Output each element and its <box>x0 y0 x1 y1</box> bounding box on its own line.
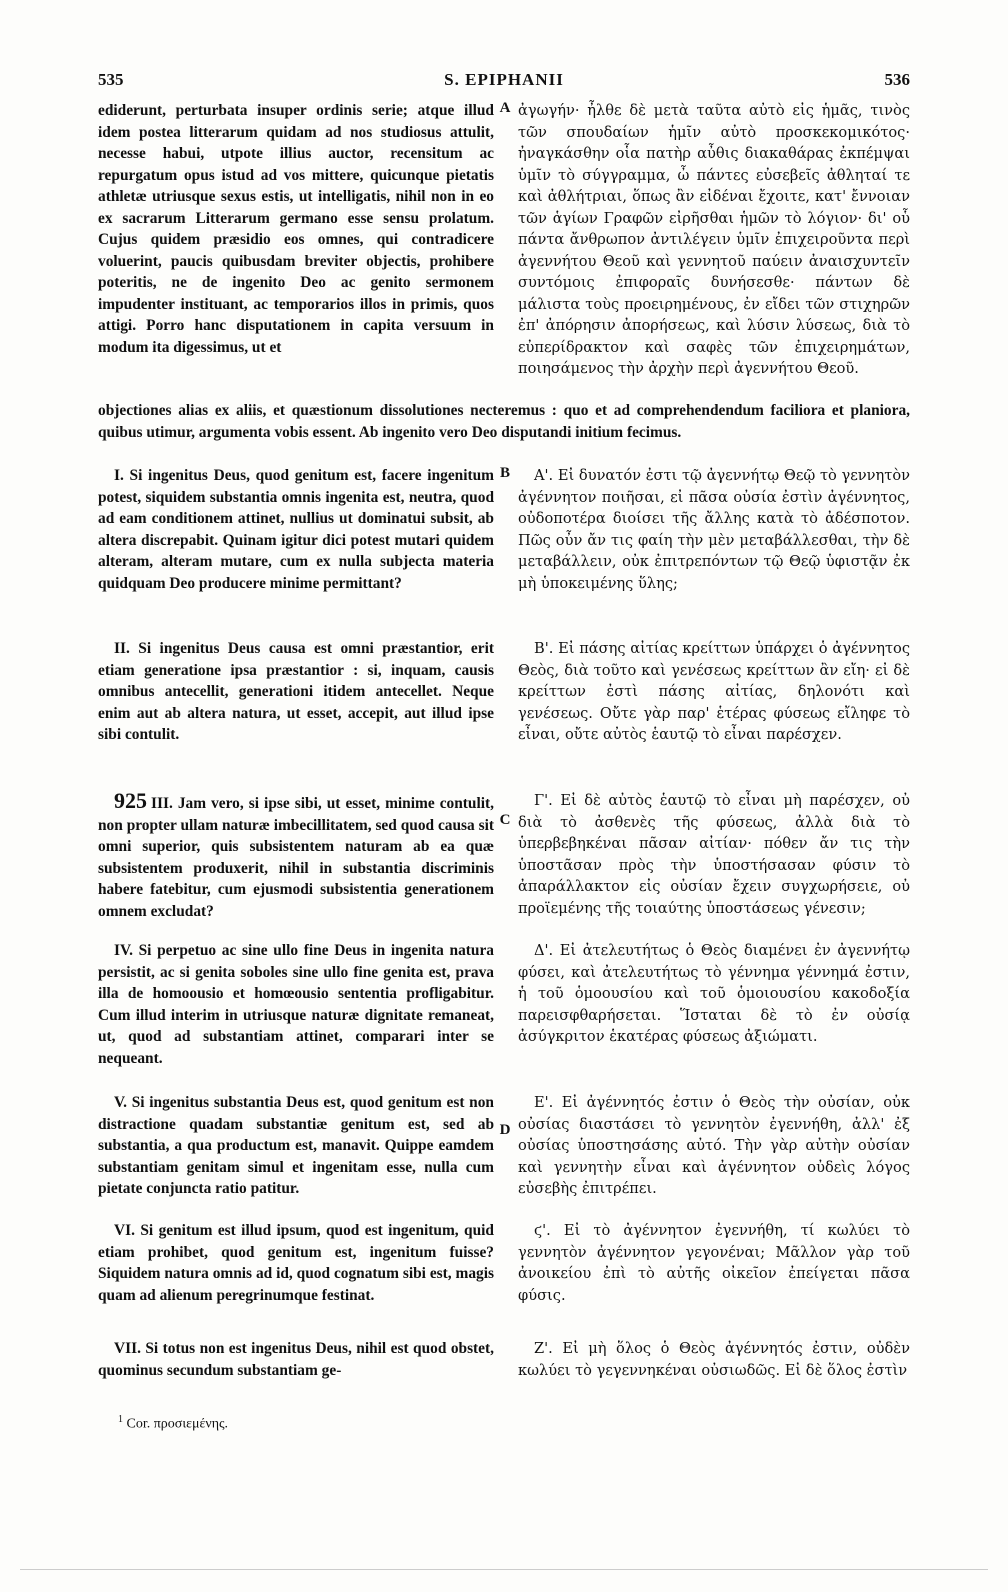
section-7-greek: Ζ'. Εἰ μὴ ὅλος ὁ Θεὸς ἀγέννητός ἐστιν, οὐδὲν κωλύει τὸ γεγεννηκέναι οὐσιωδῶς. Εἰ δὲ ὅλος ἐστὶν <box>518 1340 910 1379</box>
intro-continuation: objectiones alias ex aliis, et quæstionum dissolutiones necteremus : quo et ad comprehendendum faciliora et planiora, quibus utimur, argumenta vobis essent. Ab ingenito vero Deo disputandi initium fecimus. <box>98 402 910 441</box>
footnote-text: Cor. προσιεμένης. <box>126 1416 229 1432</box>
footnote-mark: 1 <box>118 1414 123 1425</box>
section-marker: C <box>499 812 511 828</box>
section-marker: D <box>499 1122 511 1138</box>
intro-block <box>98 100 910 402</box>
section-2-latin: II. Si ingenitus Deus causa est omni præstantior, erit etiam generatione ipsa præstantior : si, inquam, causis omnibus antecellit, generationi itidem antecellet. Neque enim aut ab altera natura, ut esset, accepit, aut illud ipse sibi contulit. <box>98 640 494 743</box>
intro-greek: ἀγωγήν· ἦλθε δὲ μετὰ ταῦτα αὐτὸ εἰς ἡμᾶς, τινὸς τῶν σπουδαίων ἡμῖν αὐτὸ προσκεκομικότος· ἠναγκάσθην οἷα πατὴρ αὖθις διακαθάρας ἐκπέμψαι ὑμῖν τὸ σύγγραμμα, ὦ πάντες εὐσεβεῖς ἀθληταί τε καὶ ἀθλήτριαι, ὅπως ἂν εἰδέναι ἔχοιτε, κατ' ἔννοιαν τῶν ἁγίων Γραφῶν εἰρῆσθαι ἡμῶν τὸ λόγιον· δι' οὗ πάντα ἄνθρωπον ἀντιλέγειν ὑμῖν ἐπιχειροῦντα περὶ ἀγεννήτου Θεοῦ καὶ γεννητοῦ παύειν ἀναισχυντεῖν συντόμοις ἐπιφοραῖς δυνήσεσθε· πάντων δὲ μάλιστα τοὺς προειρημένους, ἐν εἴδει τῶν στιχηρῶν ἐπ' ἀπόρησιν ἀπορήσεως, καὶ λύσιν λύσεως, διὰ τὸ εὐπερίδρακτον καὶ σαφὲς τῶν ἐπιχειρημάτων, ποιησάμενος τὴν ἀρχὴν περὶ ἀγεννήτου Θεοῦ. <box>518 102 910 377</box>
section-1-latin: I. Si ingenitus Deus, quod genitum est, facere ingenitum potest, siquidem substantia omnis ingenita est, neutra, quod ad eam conditionem attinet, nullius ut dominatui subsit, ab altera discrepabit. Quinam igitur dici potest mutari quidem alteram, alteram mutare, cum ex nulla subjecta materia quidquam Deo producere minime permittant? <box>98 467 494 592</box>
section-3-greek: Γ'. Εἰ δὲ αὐτὸς ἑαυτῷ τὸ εἶναι μὴ παρέσχεν, οὐ διὰ τὸ ἀσθενὲς τῆς φύσεως, ἀλλὰ διὰ τὸ ὑπερβεβηκέναι πᾶσαν αἰτίαν· πόθεν ἄν τις τὴν ὑποστᾶσαν πρὸς τὴν ὑποστήσασαν φύσιν τὸ ἀπαράλλακτον εἰς οὐσίαν ἔχειν συγχωρήσειε, οὐ προϊεμένης τῆς τοιαύτης ὑποστάσεως γένεσιν; <box>518 792 910 917</box>
intro-latin: ediderunt, perturbata insuper ordinis serie; atque illud idem postea litterarum quidam ad nos studiosus attulit, necesse habui, utpote illius auctor, recensitum ac repurgatum opus istud ad vos mittere, quicunque pietatis athletæ utriusque sexus estis, ut intelligatis, nihil non in eo ex sacrarum Litterarum germano esse sensu prolatum. Cujus quidem præsidio eos omnes, qui contradicere voluerint, paucis quibusdam breviter objectis, prohibere poteritis, ne de ingenito Deo ac genito sermonem impudenter instituant, ac temporarios illos in primis, quos attigi. Porro hanc disputationem in capita versuum in modum ita digessimus, ut et <box>98 102 494 356</box>
section-2-greek: Β'. Εἰ πάσης αἰτίας κρείττων ὑπάρχει ὁ ἀγέννητος Θεὸς, διὰ τοῦτο καὶ γενέσεως κρείττων ἂν εἴη· εἰ δὲ κρείττων ἐστὶ πάσης αἰτίας, δηλονότι καὶ γενέσεως. Οὔτε γὰρ παρ' ἑτέρας φύσεως εἴληφε τὸ εἶναι, οὔτε αὐτὸς ἑαυτῷ τὸ εἶναι παρέσχεν. <box>518 640 910 743</box>
section-7-latin: VII. Si totus non est ingenitus Deus, nihil est quod obstet, quominus secundum substantiam ge- <box>98 1340 494 1379</box>
page-header <box>98 70 910 96</box>
section-4-greek: Δ'. Εἰ ἀτελευτήτως ὁ Θεὸς διαμένει ἐν ἀγεννήτῳ φύσει, καὶ ἀτελευτήτως τὸ γέννημα γέννημά ἐστιν, ἡ τοῦ ὁμοουσίου καὶ τοῦ ὁμοιουσίου κακοδοξία παρεισφθαρήσεται. Ἵσταται δὲ τὸ ἐν οὐσίᾳ ἀσύγκριτον ἑκατέρας φύσεως ἀξιώματι. <box>518 942 910 1045</box>
section-4-latin: IV. Si perpetuo ac sine ullo fine Deus in ingenita natura persistit, ac si genita soboles sine ullo fine genita est, prava illa de homoousio et homœousio sententia profligabitur. Cum illud interim in utriusque naturæ dignitate remaneat, ut, quod ad substantiam attinet, comparari inter se nequeant. <box>98 942 494 1067</box>
page-number-left: 535 <box>98 70 124 89</box>
section-3-latin: 925 III. Jam vero, si ipse sibi, ut esset, minime contulit, non propter ullam naturæ imbecillitatem, sed quod causa sit omni superior, quis subsistentem naturam ab ea quæ subsistentem produxerit, nihil in substantia discriminis habere fatebitur, cum ejusmodi subsistentia generationem omnem excludat? <box>98 788 494 920</box>
section-marker: A <box>499 100 511 116</box>
column-number: 925 <box>114 788 147 813</box>
section-5-latin: V. Si ingenitus substantia Deus est, quod genitum est non distractione quadam substantiæ genitum est, sed ab substantia, a qua productum est, manavit. Quippe eamdem substantiam genitam simul et ingenitam esse, nulla cum pietate conjuncta ratio patitur. <box>98 1094 494 1197</box>
section-1-greek: Α'. Εἰ δυνατόν ἐστι τῷ ἀγεννήτῳ Θεῷ τὸ γεννητὸν ἀγέννητον ποιῆσαι, εἰ πᾶσα οὐσία ἐστὶν ἀγέννητος, οὐδοποτέρα διοίσει τῆς ἄλλης κατὰ τὸ ἀδέσποτον. Πῶς οὖν ἄν τις φαίη τὴν μὲν μεταβάλλεσθαι, τὴν δὲ μεταβάλλειν, οὐκ ἐπιτρεπόντων τῷ Θεῷ ὑφιστᾷν ἐκ μὴ ὑποκειμένης ὕλης; <box>518 467 910 592</box>
page-bottom-rule <box>20 1569 988 1570</box>
footnote <box>118 1414 228 1433</box>
section-6-greek: ϛ'. Εἰ τὸ ἀγέννητον ἐγεννήθη, τί κωλύει τὸ γεννητὸν ἀγέννητον γεγονέναι; Μᾶλλον γὰρ τοῦ ἀνοικείου ἐπὶ τὸ αὐτῆς οἰκεῖον ἐπείγεται πᾶσα φύσις. <box>518 1222 910 1304</box>
section-5-greek: Ε'. Εἰ ἀγέννητός ἐστιν ὁ Θεὸς τὴν οὐσίαν, οὐκ οὐσίας διαστάσει τὸ γεννητὸν ἐγεννήθη, ἀλλ' ἐξ οὐσίας ὑποστησάσης αὐτό. Τὴν γὰρ αὐτὴν οὐσίαν καὶ γεννητὴν εἶναι καὶ ἀγέννητον οὐδεὶς λόγος εὐσεβὴς ἐπιτρέπει. <box>518 1094 910 1197</box>
section-marker: B <box>499 465 510 481</box>
section-6-latin: VI. Si genitum est illud ipsum, quod est ingenitum, quid etiam prohibet, quod genitum est, ingenitum fuisse? Siquidem natura omnis ad id, quod cognatum sibi est, magis quam ad alienum peregrinumque festinat. <box>98 1222 494 1304</box>
running-title: S. EPIPHANII <box>444 70 564 89</box>
page-number-right: 536 <box>884 70 910 89</box>
